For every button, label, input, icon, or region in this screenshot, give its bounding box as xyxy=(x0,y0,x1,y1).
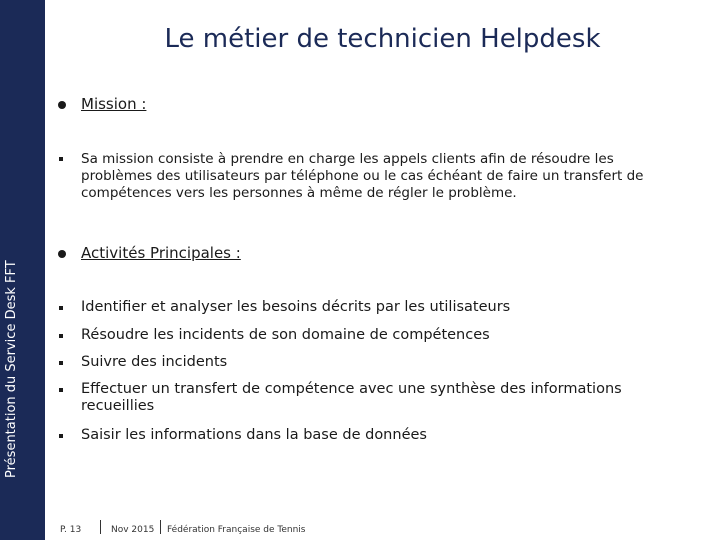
list-item: Saisir les informations dans la base de données xyxy=(81,427,427,443)
sidebar-band xyxy=(0,0,45,540)
bullet-dot-icon xyxy=(58,101,66,109)
bullet-square-icon xyxy=(59,361,63,365)
list-item: Effectuer un transfert de compétence avec une synthèse des informations recueillies xyxy=(81,381,622,414)
footer-divider xyxy=(160,520,161,534)
footer-divider xyxy=(100,520,101,534)
sidebar-label: Présentation du Service Desk FFT xyxy=(4,260,19,478)
bullet-square-icon xyxy=(59,334,63,338)
bullet-square-icon xyxy=(59,388,63,392)
list-item: Identifier et analyser les besoins décrits par les utilisateurs xyxy=(81,299,511,315)
bullet-dot-icon xyxy=(58,250,66,258)
bullet-square-icon xyxy=(59,306,63,310)
list-item: Résoudre les incidents de son domaine de compétences xyxy=(81,327,490,343)
bullet-square-icon xyxy=(59,434,63,438)
footer-page-number: P. 13 xyxy=(60,525,82,535)
mission-text: Sa mission consiste à prendre en charge les appels clients afin de résoudre les problèmes des utilisateurs par téléphone ou le cas échéant de faire un transfert de compétences vers les personnes à même de régler le problème. xyxy=(81,151,644,201)
list-item: Suivre des incidents xyxy=(81,354,228,370)
activities-heading: Activités Principales : xyxy=(81,244,241,262)
footer-organization: Fédération Française de Tennis xyxy=(167,525,306,535)
page-title: Le métier de technicien Helpdesk xyxy=(164,24,601,54)
mission-heading: Mission : xyxy=(81,95,147,113)
footer-date: Nov 2015 xyxy=(111,525,155,535)
bullet-square-icon xyxy=(59,157,63,161)
